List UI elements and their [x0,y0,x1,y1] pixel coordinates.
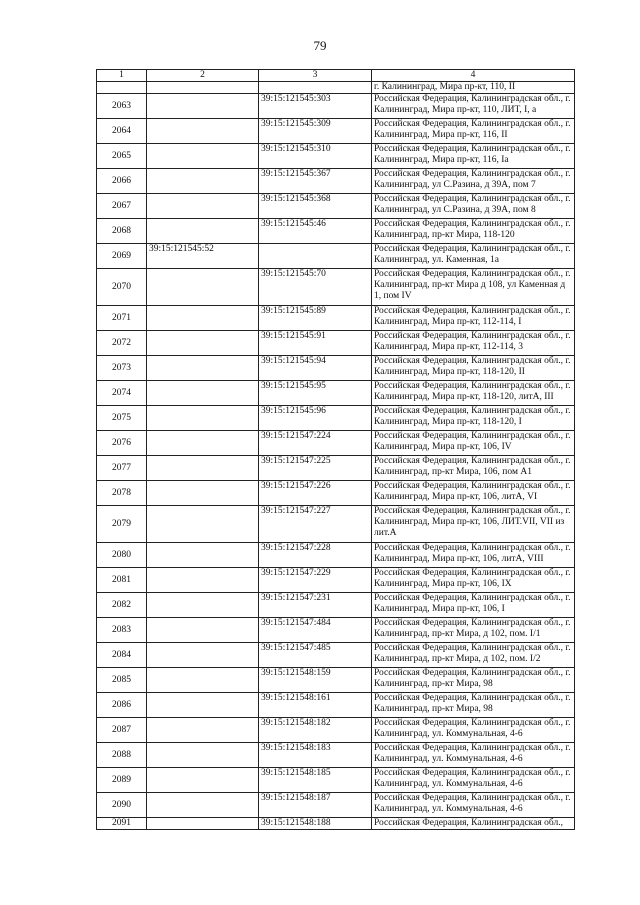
cadastral-number-cell [147,82,259,94]
cadastral-number-cell [147,219,259,244]
table-row [97,194,575,219]
table-row [97,568,575,593]
object-number-cell: 39:15:121545:309 [259,119,372,144]
cadastral-number-cell: 39:15:121545:52 [147,244,259,269]
object-number-cell: 39:15:121548:183 [259,743,372,768]
cadastral-number-cell [147,743,259,768]
address-cell: Российская Федерация, Калининградская обл., г. Калининград, ул С.Разина, д 39А, пом 7 [372,169,575,194]
row-number-cell: 2077 [97,456,147,481]
object-number-cell: 39:15:121545:94 [259,356,372,381]
table-row [97,643,575,668]
cadastral-number-cell [147,718,259,743]
address-cell: Российская Федерация, Калининградская обл., г. Калининград, Мира пр-кт, 106, ЛИТ.VII, VII из лит.А [372,506,575,543]
row-number-cell: 2090 [97,793,147,818]
row-number-cell: 2080 [97,543,147,568]
row-number-cell: 2078 [97,481,147,506]
object-number-cell: 39:15:121545:89 [259,306,372,331]
table-row [97,119,575,144]
cadastral-number-cell [147,793,259,818]
table-row [97,244,575,269]
row-number-cell: 2070 [97,269,147,306]
row-number-cell: 2083 [97,618,147,643]
object-number-cell: 39:15:121545:303 [259,94,372,119]
row-number-cell: 2088 [97,743,147,768]
object-number-cell: 39:15:121548:161 [259,693,372,718]
object-number-cell: 39:15:121545:70 [259,269,372,306]
address-cell: Российская Федерация, Калининградская обл., г. Калининград, пр-кт Мира, 118-120 [372,219,575,244]
address-cell: Российская Федерация, Калининградская обл., г. Калининград, ул. Коммунальная, 4-6 [372,768,575,793]
object-number-cell: 39:15:121548:182 [259,718,372,743]
row-number-cell: 2071 [97,306,147,331]
object-number-cell: 39:15:121548:187 [259,793,372,818]
object-number-cell: 39:15:121547:228 [259,543,372,568]
cadastral-number-cell [147,94,259,119]
object-number-cell: 39:15:121547:226 [259,481,372,506]
table-row [97,431,575,456]
object-number-cell: 39:15:121547:224 [259,431,372,456]
cadastral-number-cell [147,481,259,506]
cadastral-number-cell [147,144,259,169]
address-cell: Российская Федерация, Калининградская обл., г. Калининград, ул. Коммунальная, 4-6 [372,743,575,768]
row-number-cell: 2068 [97,219,147,244]
cadastral-number-cell [147,119,259,144]
row-number-cell: 2086 [97,693,147,718]
table-row [97,618,575,643]
row-number-cell [97,82,147,94]
table-row [97,82,575,94]
table-row [97,406,575,431]
table-row [97,668,575,693]
cadastral-number-cell [147,331,259,356]
table-row [97,269,575,306]
table-row [97,768,575,793]
address-cell: Российская Федерация, Калининградская обл., г. Калининград, ул. Каменная, 1а [372,244,575,269]
object-number-cell: 39:15:121545:46 [259,219,372,244]
row-number-cell: 2079 [97,506,147,543]
address-cell: Российская Федерация, Калининградская обл., г. Калининград, пр-кт Мира, д 102, пом. I/2 [372,643,575,668]
cadastral-number-cell [147,169,259,194]
table-row [97,481,575,506]
cadastral-number-cell [147,568,259,593]
object-number-cell: 39:15:121548:159 [259,668,372,693]
table-row [97,793,575,818]
cadastral-number-cell [147,593,259,618]
table-header-row [97,70,575,82]
row-number-cell: 2067 [97,194,147,219]
table-row [97,94,575,119]
address-cell: Российская Федерация, Калининградская обл., г. Калининград, Мира пр-кт, 110, ЛИТ, I, а [372,94,575,119]
table-row [97,718,575,743]
row-number-cell: 2064 [97,119,147,144]
row-number-cell: 2089 [97,768,147,793]
row-number-cell: 2087 [97,718,147,743]
object-number-cell: 39:15:121547:231 [259,593,372,618]
address-cell: Российская Федерация, Калининградская обл., г. Калининград, Мира пр-кт, 106, IV [372,431,575,456]
row-number-cell: 2065 [97,144,147,169]
address-cell: Российская Федерация, Калининградская обл., г. Калининград, Мира пр-кт, 106, литА, VI [372,481,575,506]
object-number-cell: 39:15:121545:310 [259,144,372,169]
cadastral-number-cell [147,818,259,830]
address-cell: г. Калининград, Мира пр-кт, 110, II [372,82,575,94]
row-number-cell: 2072 [97,331,147,356]
address-cell: Российская Федерация, Калининградская обл., г. Калининград, ул. Коммунальная, 4-6 [372,718,575,743]
object-number-cell: 39:15:121547:227 [259,506,372,543]
address-cell: Российская Федерация, Калининградская обл., г. Калининград, Мира пр-кт, 118-120, II [372,356,575,381]
cadastral-number-cell [147,381,259,406]
column-header-2: 2 [147,70,259,82]
object-number-cell: 39:15:121545:96 [259,406,372,431]
address-cell: Российская Федерация, Калининградская обл., г. Калининград, Мира пр-кт, 106, I [372,593,575,618]
address-cell: Российская Федерация, Калининградская обл., г. Калининград, пр-кт Мира, д 102, пом. I/1 [372,618,575,643]
cadastral-number-cell [147,269,259,306]
object-number-cell: 39:15:121545:368 [259,194,372,219]
object-number-cell: 39:15:121548:185 [259,768,372,793]
object-number-cell [259,82,372,94]
address-cell: Российская Федерация, Калининградская обл., г. Калининград, Мира пр-кт, 106, литА, VIII [372,543,575,568]
table-row [97,593,575,618]
column-header-4: 4 [372,70,575,82]
address-cell: Российская Федерация, Калининградская обл., г. Калининград, Мира пр-кт, 106, IX [372,568,575,593]
column-header-3: 3 [259,70,372,82]
address-cell: Российская Федерация, Калининградская обл., г. Калининград, Мира пр-кт, 112-114, 3 [372,331,575,356]
object-number-cell: 39:15:121548:188 [259,818,372,830]
row-number-cell: 2082 [97,593,147,618]
table-row [97,219,575,244]
cadastral-number-cell [147,306,259,331]
registry-table [96,69,575,830]
cadastral-number-cell [147,643,259,668]
table-row [97,693,575,718]
address-cell: Российская Федерация, Калининградская обл., г. Калининград, пр-кт Мира, 106, пом А1 [372,456,575,481]
row-number-cell: 2066 [97,169,147,194]
cadastral-number-cell [147,406,259,431]
address-cell: Российская Федерация, Калининградская обл., г. Калининград, пр-кт Мира, 98 [372,668,575,693]
object-number-cell: 39:15:121547:229 [259,568,372,593]
address-cell: Российская Федерация, Калининградская обл., г. Калининград, Мира пр-кт, 116, II [372,119,575,144]
cadastral-number-cell [147,194,259,219]
address-cell: Российская Федерация, Калининградская обл., г. Калининград, ул. Коммунальная, 4-6 [372,793,575,818]
row-number-cell: 2074 [97,381,147,406]
page-number: 79 [313,38,327,53]
table-row [97,144,575,169]
cadastral-number-cell [147,431,259,456]
cadastral-number-cell [147,693,259,718]
table-row [97,381,575,406]
address-cell: Российская Федерация, Калининградская обл., [372,818,575,830]
column-header-1: 1 [97,70,147,82]
address-cell: Российская Федерация, Калининградская обл., г. Калининград, Мира пр-кт, 118-120, I [372,406,575,431]
table-row [97,743,575,768]
cadastral-number-cell [147,456,259,481]
table-row [97,506,575,543]
address-cell: Российская Федерация, Калининградская обл., г. Калининград, пр-кт Мира д 108, ул Каменная д 1, пом IV [372,269,575,306]
cadastral-number-cell [147,506,259,543]
row-number-cell: 2075 [97,406,147,431]
row-number-cell: 2076 [97,431,147,456]
table-row [97,356,575,381]
object-number-cell: 39:15:121545:91 [259,331,372,356]
object-number-cell [259,244,372,269]
table-body [97,82,575,830]
cadastral-number-cell [147,618,259,643]
address-cell: Российская Федерация, Калининградская обл., г. Калининград, Мира пр-кт, 112-114, I [372,306,575,331]
row-number-cell: 2063 [97,94,147,119]
table-row [97,456,575,481]
object-number-cell: 39:15:121545:367 [259,169,372,194]
table-row [97,169,575,194]
cadastral-number-cell [147,768,259,793]
object-number-cell: 39:15:121547:225 [259,456,372,481]
cadastral-number-cell [147,356,259,381]
table-row [97,818,575,830]
address-cell: Российская Федерация, Калининградская обл., г. Калининград, Мира пр-кт, 118-120, литА, III [372,381,575,406]
object-number-cell: 39:15:121547:485 [259,643,372,668]
table-row [97,543,575,568]
row-number-cell: 2081 [97,568,147,593]
row-number-cell: 2084 [97,643,147,668]
object-number-cell: 39:15:121545:95 [259,381,372,406]
row-number-cell: 2085 [97,668,147,693]
object-number-cell: 39:15:121547:484 [259,618,372,643]
row-number-cell: 2091 [97,818,147,830]
table-row [97,331,575,356]
table-row [97,306,575,331]
cadastral-number-cell [147,543,259,568]
address-cell: Российская Федерация, Калининградская обл., г. Калининград, Мира пр-кт, 116, Ia [372,144,575,169]
row-number-cell: 2073 [97,356,147,381]
cadastral-number-cell [147,668,259,693]
row-number-cell: 2069 [97,244,147,269]
address-cell: Российская Федерация, Калининградская обл., г. Калининград, ул С.Разина, д 39А, пом 8 [372,194,575,219]
address-cell: Российская Федерация, Калининградская обл., г. Калининград, пр-кт Мира, 98 [372,693,575,718]
